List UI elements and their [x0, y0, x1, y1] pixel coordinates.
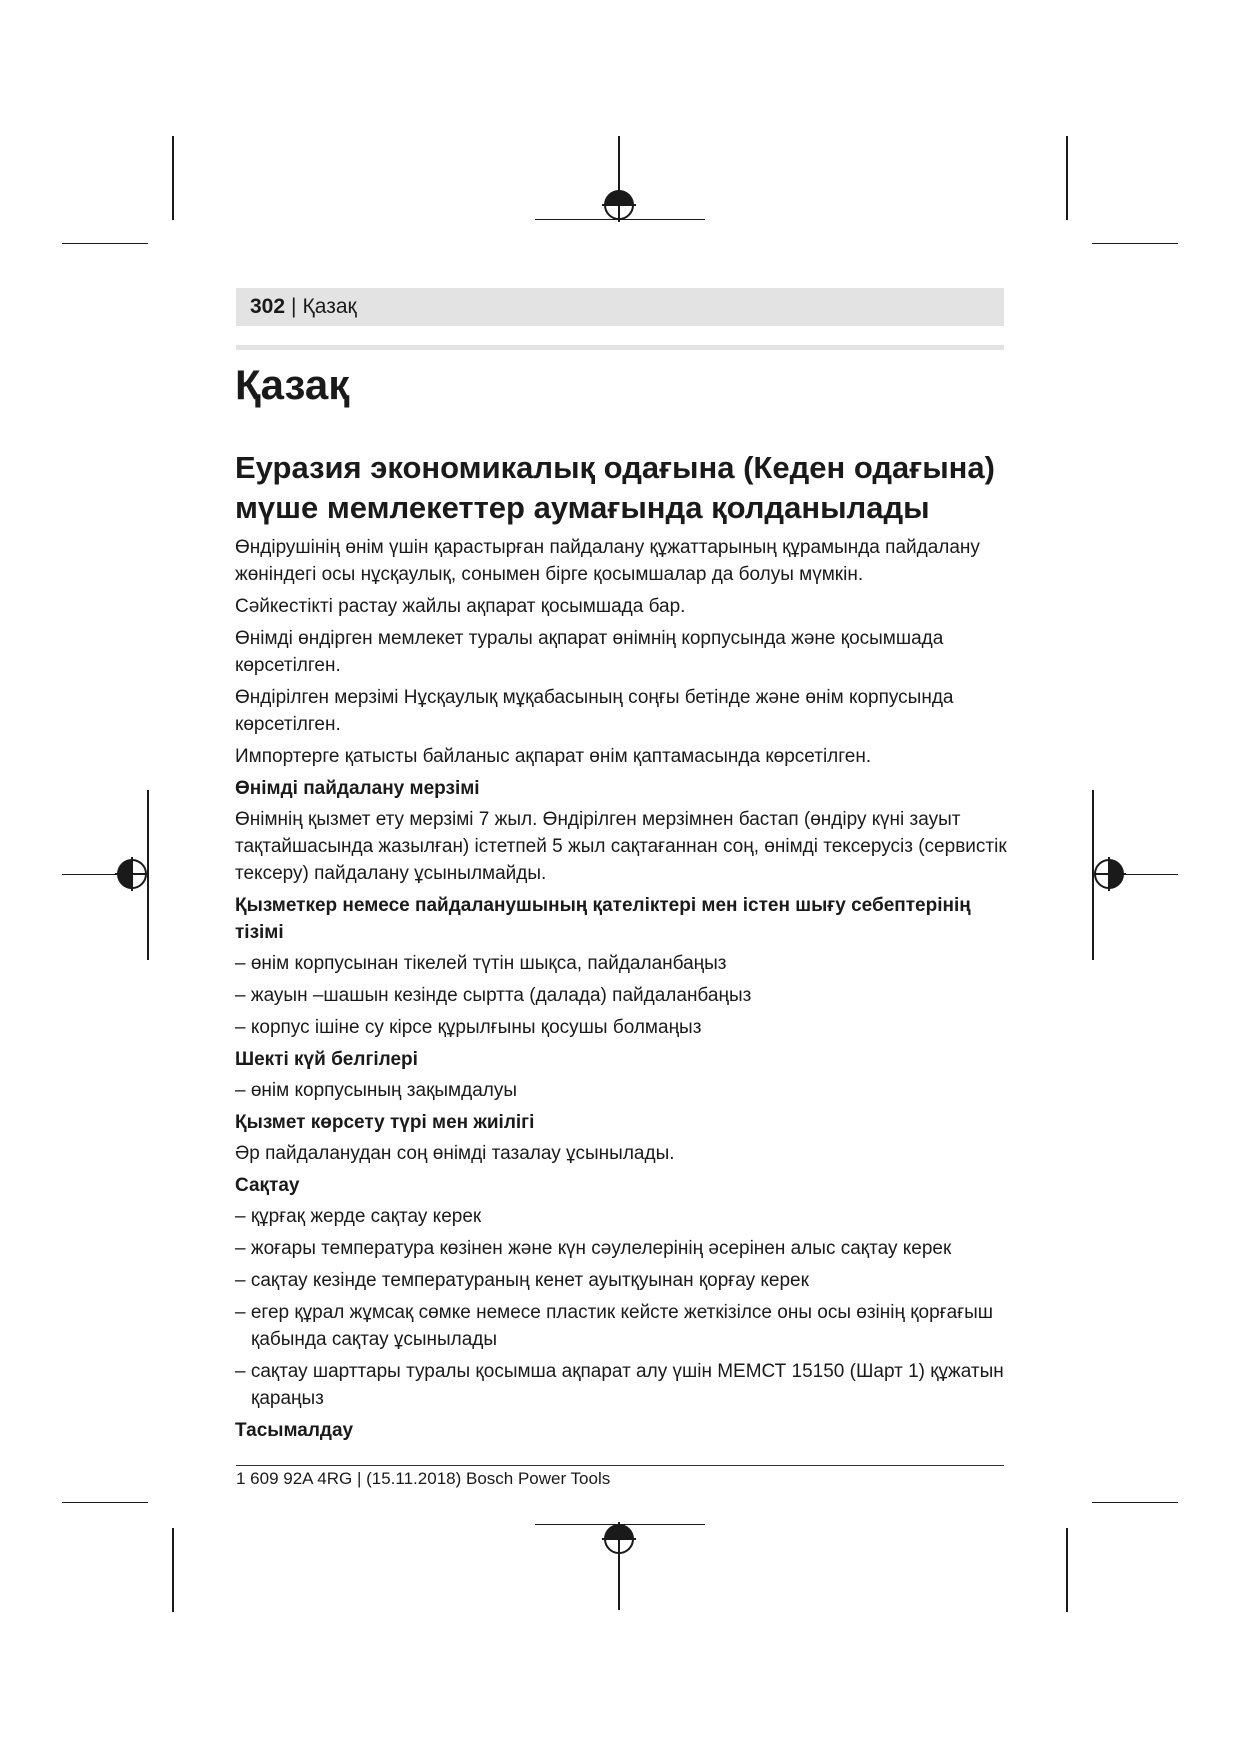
intro-paragraph: Өндірілген мерзімі Нұсқаулық мұқабасының соңғы бетінде және өнім корпусында көрсетілген. — [235, 687, 954, 735]
header-section: Қазақ — [302, 295, 357, 318]
intro-paragraph: Өндірушінің өнім үшін қарастырған пайдалану құжаттарының құрамында пайдалану жөніндегі осы нұсқаулық, сонымен бірге қосымшалар да болуы мүмкін. — [235, 537, 980, 585]
service-heading: Қызмет көрсету түрі мен жиілігі — [235, 1112, 535, 1133]
crop-mark — [62, 1502, 148, 1503]
section-subtitle: Еуразия экономикалық одағына (Кеден одағына) мүше мемлекеттер аумағында қолданылады — [235, 450, 995, 525]
service-text: Әр пайдаланудан соң өнімді тазалау ұсынылады. — [235, 1143, 675, 1164]
errors-heading: Қызметкер немесе пайдаланушының қателіктері мен істен шығу себептерінің тізімі — [235, 895, 971, 943]
crop-mark — [62, 243, 148, 244]
crop-mark — [1066, 1528, 1068, 1612]
list-item: – жауын –шашын кезінде сыртта (далада) пайдаланбаңыз — [235, 982, 1010, 1009]
list-item: – сақтау кезінде температураның кенет ауытқуынан қорғау керек — [235, 1267, 1010, 1294]
registration-mark-icon — [115, 857, 149, 891]
limit-heading: Шекті күй белгілері — [235, 1049, 418, 1070]
registration-mark-icon — [602, 1522, 636, 1556]
page-content — [235, 358, 1010, 1448]
list-item: – өнім корпусынан тікелей түтін шықса, пайдаланбаңыз — [235, 950, 1010, 977]
registration-mark-icon — [1092, 857, 1126, 891]
registration-mark-icon — [602, 188, 636, 222]
intro-paragraph: Импортерге қатысты байланыс ақпарат өнім қаптамасында көрсетілген. — [235, 746, 872, 767]
header-rule — [236, 345, 1004, 350]
list-item: – жоғары температура көзінен және күн сәулелерінің әсерінен алыс сақтау керек — [235, 1235, 1010, 1262]
limit-list — [235, 1077, 1010, 1104]
list-item: – корпус ішіне су кірсе құрылғыны қосушы болмаңыз — [235, 1014, 1010, 1041]
header-separator: | — [291, 295, 297, 318]
page-footer: 1 609 92A 4RG | (15.11.2018) Bosch Power Tools — [236, 1469, 611, 1488]
page-number: 302 — [250, 295, 286, 318]
list-item: – өнім корпусының зақымдалуы — [235, 1077, 1010, 1104]
crop-mark — [1066, 136, 1068, 220]
crop-mark — [172, 136, 174, 220]
crop-mark — [172, 1528, 174, 1612]
storage-heading: Сақтау — [235, 1175, 300, 1196]
transport-heading: Тасымалдау — [235, 1420, 354, 1441]
list-item: – құрғақ жерде сақтау керек — [235, 1203, 1010, 1230]
footer-rule — [236, 1465, 1004, 1466]
running-header — [236, 288, 1004, 326]
crop-mark — [1092, 1502, 1178, 1503]
errors-list — [235, 950, 1010, 1041]
page-title: Қазақ — [235, 361, 350, 408]
list-item: – егер құрал жұмсақ сөмке немесе пластик кейсте жеткізілсе оны осы өзінің қорғағыш қабында сақтау ұсынылады — [235, 1299, 1010, 1353]
intro-paragraph: Өнімді өндірген мемлекет туралы ақпарат өнімнің корпусында және қосымшада көрсетілген. — [235, 628, 944, 676]
service-life-text: Өнімнің қызмет ету мерзімі 7 жыл. Өндірілген мерзімнен бастап (өндіру күні зауыт тақтайшасында жазылған) істетпей 5 жыл сақтағаннан соң, өнімді тексерусіз (сервистік тексеру) пайдалану ұсынылмайды. — [235, 809, 1007, 884]
list-item: – сақтау шарттары туралы қосымша ақпарат алу үшін МЕМСТ 15150 (Шарт 1) құжатын қараңыз — [235, 1358, 1010, 1412]
intro-paragraph: Сәйкестікті растау жайлы ақпарат қосымшада бар. — [235, 596, 686, 617]
storage-list — [235, 1203, 1010, 1412]
crop-mark — [1092, 243, 1178, 244]
service-life-heading: Өнімді пайдалану мерзімі — [235, 778, 480, 799]
